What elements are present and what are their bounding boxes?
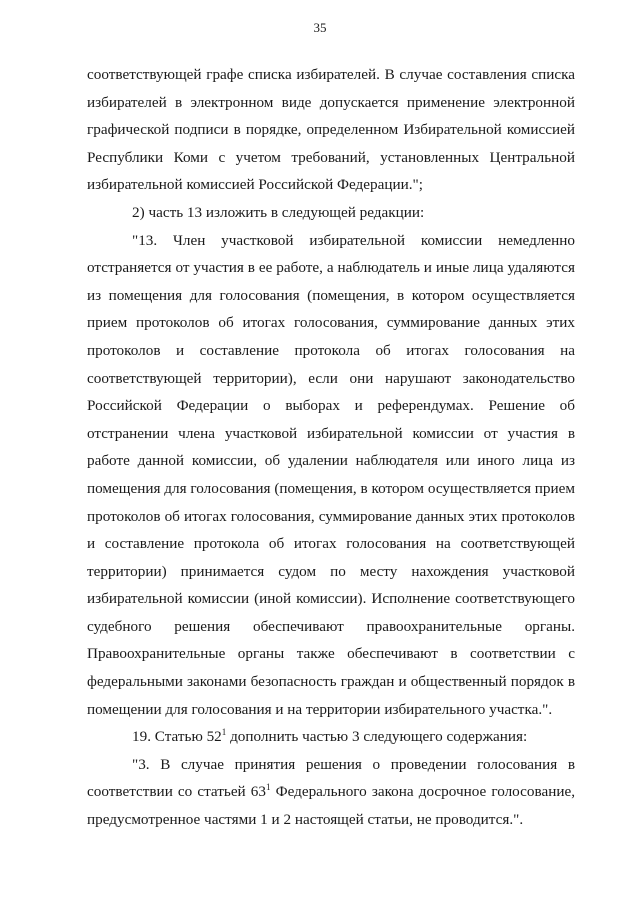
part-3-text-end: Федерального закона досрочное голосование, предусмотренное частями 1 и 2 настоящей статьи, не проводится.".: [87, 783, 575, 829]
paragraph-continuation: соответствующей графе списка избирателей. В случае составления списка избирателей в электронном виде допускается применение электронной графической подписи в порядке, определенном Избирательной комиссией Республики Коми с учетом требований, установленных Центральной избирательной комиссией Российской Федерации.";: [87, 66, 575, 194]
part-3-text-start: "3. В случае принятия решения о проведении голосования в соответствии со статьей 63: [87, 755, 575, 801]
article-19-text-start: 19. Статью 52: [132, 728, 222, 746]
page-number: 35: [313, 20, 327, 35]
article-19-text-end: дополнить частью 3 следующего содержания:: [226, 728, 528, 746]
paragraph-part-13-text: "13. Член участковой избирательной комиссии немедленно отстраняется от участия в ее работе, а наблюдатель и иные лица удаляются из помещения для голосования (помещения, в котором осуществляется прием протоколов об итогах голосования, суммирование данных этих протоколов и составление протокола об итогах голосования на соответствующей территории), если они нарушают законодательство Российской Федерации о выборах и референдумах. Решение об отстранении члена участковой избирательной комиссии от участия в работе данной комиссии, об удалении наблюдателя или иного лица из помещения для голосования (помещения, в котором осуществляется прием протоколов об итогах голосования, суммирование данных этих протоколов и составление протокола об итогах голосования на соответствующей территории) принимается судом по месту нахождения участковой избирательной комиссии (иной комиссии). Исполнение соответствующего судебного решения обеспечивают правоохранительные органы. Правоохранительные органы также обеспечивают в соответствии с федеральными законами безопасность граждан и общественный порядок в помещении для голосования и на территории избирательного участка.".: [87, 231, 575, 718]
article-19-superscript: 1: [221, 727, 227, 738]
paragraph-part-13-intro: 2) часть 13 изложить в следующей редакции:: [132, 203, 425, 221]
paragraph-article-19: [87, 723, 575, 751]
document-body: [87, 61, 575, 834]
part-3-superscript: 1: [265, 782, 271, 793]
paragraph-part-3: [87, 751, 575, 834]
